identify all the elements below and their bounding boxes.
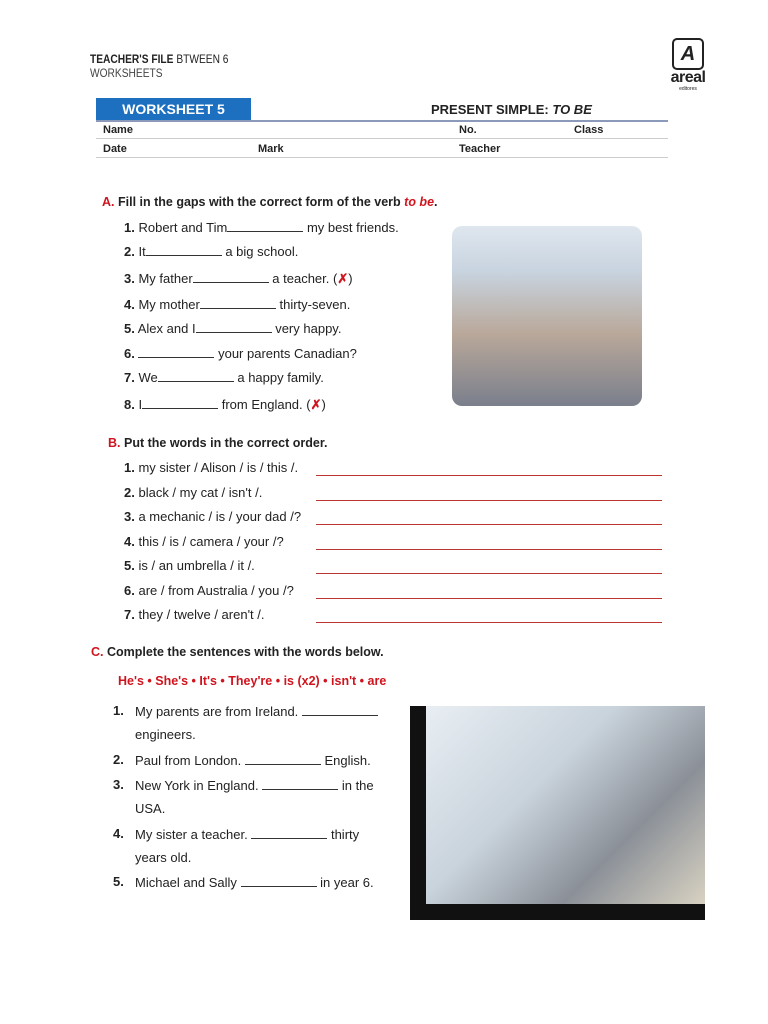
close-paren: ) [348, 271, 353, 286]
areal-logo [660, 38, 716, 94]
engineers-photo [410, 706, 705, 920]
answer-blank[interactable] [245, 752, 321, 765]
item-text-before: I [138, 397, 143, 412]
answer-blank[interactable] [146, 243, 222, 256]
item-number: 7. [124, 370, 135, 385]
section-instruction: Put the words in the correct order. [123, 436, 328, 450]
exercise-item [124, 243, 298, 259]
answer-blank[interactable] [158, 369, 234, 382]
teacher-field-label: Teacher [459, 143, 501, 155]
item-text-after: from England. ( [221, 397, 311, 412]
item-number: 3. [124, 271, 135, 286]
topic-title [431, 102, 592, 117]
exercise-item [135, 703, 378, 719]
answer-blank[interactable] [241, 874, 317, 887]
header-title [90, 52, 228, 66]
section-instruction: Complete the sentences with the words below. [106, 645, 384, 659]
section-letter: A. [102, 195, 115, 209]
item-number: 2. [124, 244, 135, 259]
item-number: 6. [124, 346, 135, 361]
engineers-photo-image [426, 706, 705, 904]
section-c-heading [91, 645, 384, 659]
answer-line[interactable] [316, 499, 662, 501]
exercise-item [124, 270, 353, 287]
item-text: Paul from London. [135, 753, 242, 768]
exercise-item [124, 369, 324, 385]
item-number: 5. [113, 874, 124, 889]
answer-line[interactable] [316, 548, 662, 550]
item-text-before: My mother [138, 297, 200, 312]
item-text-after: in year 6. [320, 875, 374, 890]
exercise-item [124, 320, 341, 336]
exercise-item [135, 826, 359, 842]
exercise-item [124, 558, 255, 573]
logo-sub: editores [679, 86, 697, 92]
item-text-after: thirty [330, 827, 360, 842]
item-text-after: a big school. [225, 244, 299, 259]
date-field-label: Date [103, 143, 127, 155]
item-text-after: very happy. [275, 321, 342, 336]
punct: . [434, 195, 438, 209]
item-number: 4. [124, 533, 135, 549]
divider [96, 138, 668, 139]
worksheet-title: WORKSHEET 5 [96, 98, 251, 120]
item-text-after: English. [324, 753, 371, 768]
exercise-item [124, 219, 399, 235]
topic-emph: TO BE [552, 102, 592, 117]
logo-name: areal [670, 69, 706, 86]
answer-blank[interactable] [200, 296, 276, 309]
cross-mark-icon: ✗ [337, 271, 349, 286]
item-text-before: We [138, 370, 158, 385]
exercise-item [124, 460, 298, 475]
answer-blank[interactable] [251, 826, 327, 839]
item-number: 3. [124, 509, 135, 524]
cross-mark-icon: ✗ [310, 397, 322, 412]
item-number: 4. [113, 826, 124, 841]
item-number: 1. [124, 220, 135, 235]
exercise-item [135, 752, 371, 768]
item-number: 2. [124, 484, 135, 500]
exercise-item [124, 583, 294, 598]
scrambled-words: this / is / camera / your /? [138, 533, 284, 549]
item-text-after: a happy family. [237, 370, 324, 385]
topic-prefix: PRESENT SIMPLE: [431, 102, 549, 117]
class-field-label: Class [574, 124, 604, 136]
scrambled-words: black / my cat / isn't /. [138, 484, 263, 500]
scrambled-words: a mechanic / is / your dad /? [138, 509, 302, 524]
answer-blank[interactable] [142, 396, 218, 409]
exercise-item [124, 396, 326, 413]
answer-line[interactable] [316, 621, 662, 623]
answer-blank[interactable] [196, 320, 272, 333]
item-number: 1. [124, 460, 135, 475]
teachers-file-label: TEACHER'S FILE [90, 52, 174, 66]
no-field-label: No. [459, 124, 477, 136]
item-text-after: thirty-seven. [279, 297, 351, 312]
item-number: 4. [124, 297, 135, 312]
item-text-after: a teacher. ( [272, 271, 338, 286]
item-text-after: my best friends. [306, 220, 399, 235]
answer-blank[interactable] [262, 777, 338, 790]
scrambled-words: my sister / Alison / is / this /. [138, 460, 299, 475]
exercise-item [124, 296, 350, 312]
section-letter: C. [91, 645, 104, 659]
item-text-after: your parents Canadian? [218, 346, 357, 361]
answer-line[interactable] [316, 523, 662, 525]
item-number: 2. [113, 752, 124, 767]
item-text: Michael and Sally [135, 875, 237, 890]
answer-line[interactable] [316, 597, 662, 599]
section-a-heading [102, 195, 438, 209]
item-number: 8. [124, 397, 135, 412]
logo-icon: A [672, 38, 704, 70]
exercise-item [124, 607, 265, 622]
scrambled-words: they / twelve / aren't /. [138, 607, 265, 622]
exercise-item [124, 534, 284, 549]
divider [96, 120, 668, 122]
section-letter: B. [108, 436, 121, 450]
close-paren: ) [321, 397, 326, 412]
answer-blank[interactable] [193, 270, 269, 283]
item-text-after: in the [341, 778, 374, 793]
exercise-item [124, 485, 262, 500]
item-number: 3. [113, 777, 124, 792]
item-text-before: Robert and Tim [138, 220, 228, 235]
section-instruction: Fill in the gaps with the correct form of the verb [117, 195, 401, 209]
series-label: BTWEEN 6 [176, 52, 229, 66]
item-number: 7. [124, 607, 135, 622]
mark-field-label: Mark [258, 143, 284, 155]
item-text: My sister a teacher. [135, 827, 248, 842]
answer-line[interactable] [316, 474, 662, 476]
item-text-before: Alex and I [137, 321, 196, 336]
exercise-item [124, 345, 357, 361]
divider [96, 157, 668, 158]
three-boys-photo [452, 226, 642, 406]
item-text-continued: engineers. [135, 727, 196, 742]
answer-line[interactable] [316, 572, 662, 574]
item-text-before: It [138, 244, 146, 259]
verb-highlight: to be [404, 195, 435, 209]
word-bank: He's • She's • It's • They're • is (x2) • isn't • are [118, 674, 387, 688]
answer-blank[interactable] [302, 703, 378, 716]
item-text: My parents are from Ireland. [135, 704, 299, 719]
answer-blank[interactable] [227, 219, 303, 232]
exercise-item [124, 509, 301, 524]
item-number: 5. [124, 321, 135, 336]
item-text: New York in England. [135, 778, 259, 793]
header-subtitle: WORKSHEETS [90, 66, 163, 80]
scrambled-words: is / an umbrella / it /. [138, 558, 255, 573]
item-number: 6. [124, 582, 135, 598]
scrambled-words: are / from Australia / you /? [138, 582, 294, 598]
item-text-continued: years old. [135, 850, 192, 865]
answer-blank[interactable] [138, 345, 214, 358]
item-number: 5. [124, 558, 135, 573]
item-number: 1. [113, 703, 124, 718]
exercise-item [135, 874, 374, 890]
item-text-continued: USA. [135, 801, 166, 816]
section-b-heading [108, 436, 328, 450]
name-field-label: Name [103, 124, 133, 136]
exercise-item [135, 777, 374, 793]
item-text-before: My father [138, 271, 193, 286]
